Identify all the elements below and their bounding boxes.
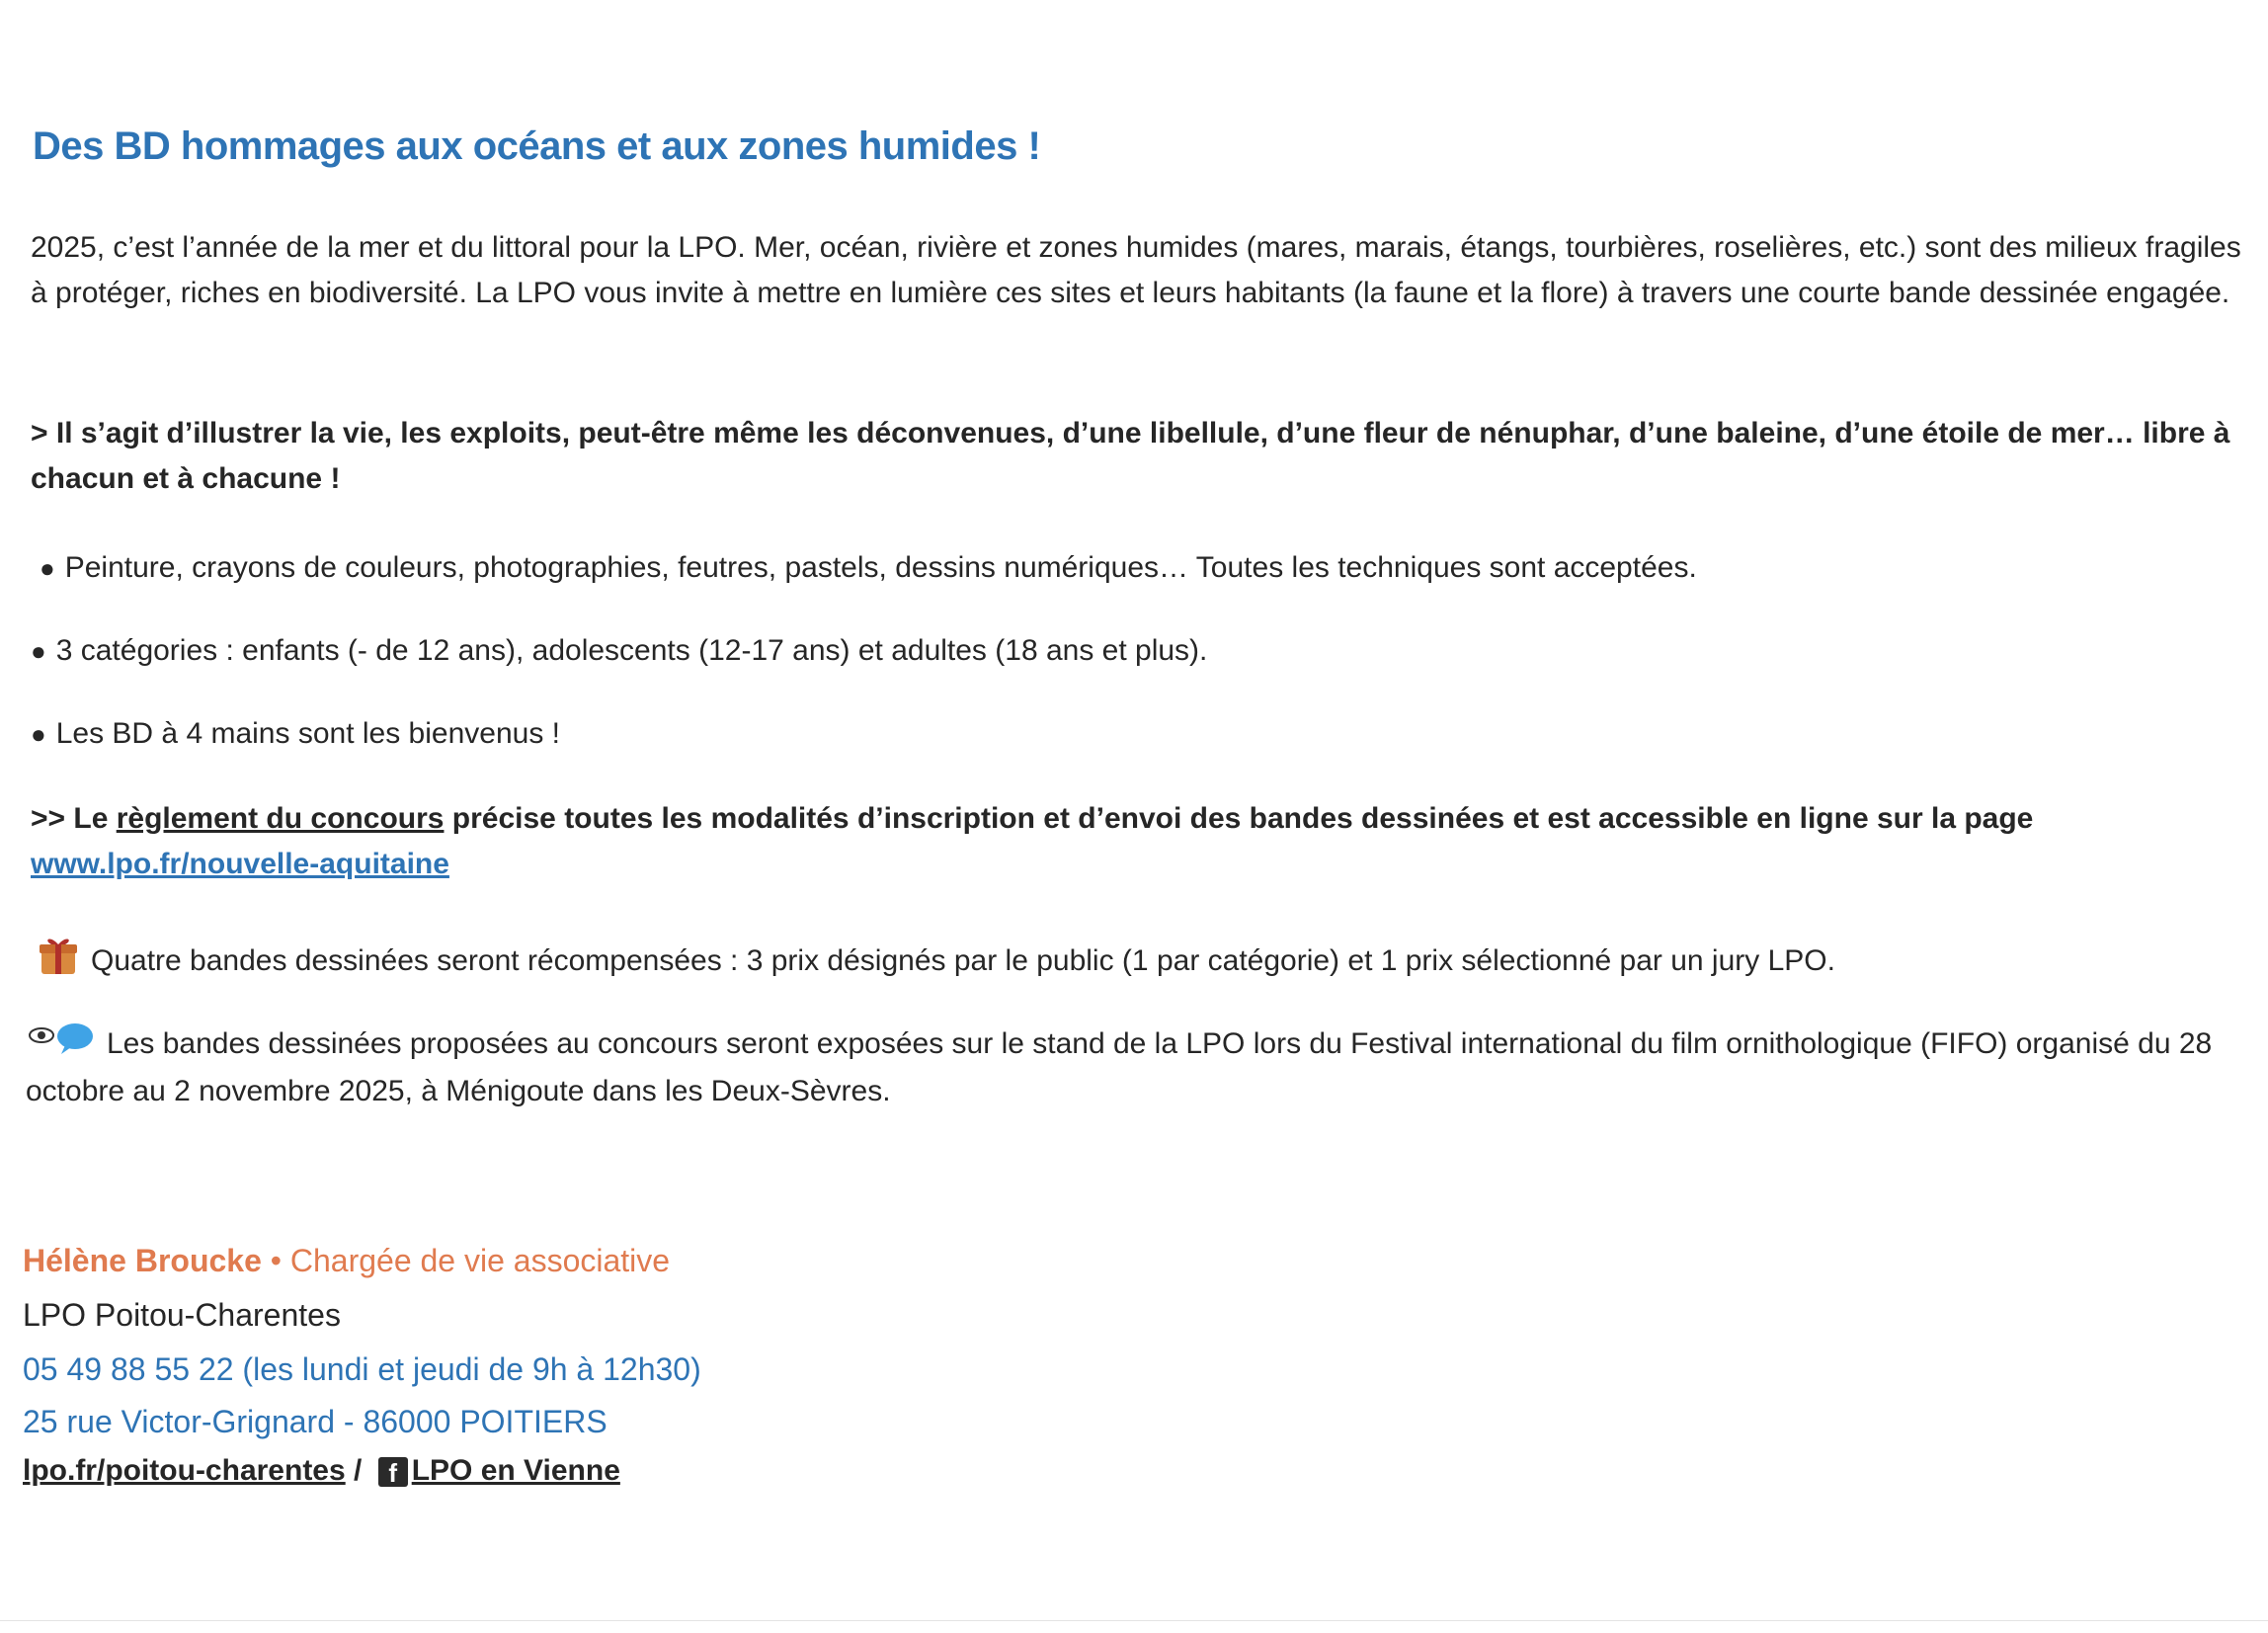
eye-speech-bubble-icon xyxy=(26,1021,97,1069)
bullet-categories xyxy=(31,628,1207,674)
page-title: Des BD hommages aux océans et aux zones humides ! xyxy=(33,124,1041,168)
facebook-link[interactable]: LPO en Vienne xyxy=(411,1454,620,1487)
facebook-icon: f xyxy=(378,1457,408,1487)
rules-text: précise toutes les modalités d’inscription et d’envoi des bandes dessinées et est accessible en ligne sur la page xyxy=(444,802,2034,835)
bold-paragraph: > Il s’agit d’illustrer la vie, les exploits, peut-être même les déconvenues, d’une libellule, d’une fleur de nénuphar, d’une baleine, d’une étoile de mer… libre à chacun et à chacune ! xyxy=(31,417,2230,495)
signature-name: Hélène Broucke xyxy=(23,1243,262,1278)
gift-icon xyxy=(36,933,81,992)
website-link[interactable]: www.lpo.fr/nouvelle-aquitaine xyxy=(31,848,449,880)
exhibition-paragraph xyxy=(26,1021,2238,1114)
bullet-icon: ● xyxy=(40,553,55,583)
bullet-text: Les BD à 4 mains sont les bienvenus ! xyxy=(55,717,560,750)
signature-website-link[interactable]: lpo.fr/poitou-charentes xyxy=(23,1454,346,1487)
signature-phone: 05 49 88 55 22 (les lundi et jeudi de 9h à 12h30) xyxy=(23,1351,701,1387)
prizes-text: Quatre bandes dessinées seront récompensées : 3 prix désignés par le public (1 par catégorie) et 1 prix sélectionné par un jury LPO. xyxy=(91,943,1835,977)
signature-role: Chargée de vie associative xyxy=(289,1243,671,1278)
bullet-text: 3 catégories : enfants (- de 12 ans), adolescents (12-17 ans) et adultes (18 ans et plus). xyxy=(55,634,1208,667)
signature-slash: / xyxy=(345,1454,370,1487)
intro-paragraph: 2025, c’est l’année de la mer et du littoral pour la LPO. Mer, océan, rivière et zones humides (mares, marais, étangs, tourbières, roselières, etc.) sont des milieux fragiles à protéger, riches en biodiversité. La LPO vous invite à mettre en lumière ces sites et leurs habitants (la faune et la flore) à travers une courte bande dessinée engagée. xyxy=(31,231,2241,309)
bullet-four-hands xyxy=(31,711,560,757)
bullet-icon: ● xyxy=(31,719,46,749)
prizes-paragraph xyxy=(36,933,2248,992)
signature-org: LPO Poitou-Charentes xyxy=(23,1297,341,1333)
signature-name-line xyxy=(23,1235,670,1286)
rules-link[interactable]: règlement du concours xyxy=(116,802,445,835)
bottom-divider xyxy=(0,1620,2268,1621)
signature-address: 25 rue Victor-Grignard - 86000 POITIERS xyxy=(23,1404,608,1439)
bullet-techniques xyxy=(40,545,1697,591)
signature-separator: • xyxy=(261,1243,290,1278)
signature-links xyxy=(23,1445,620,1497)
bullet-text: Peinture, crayons de couleurs, photographies, feutres, pastels, dessins numériques… Toutes les techniques sont acceptées. xyxy=(64,551,1697,584)
bullet-icon: ● xyxy=(31,636,46,666)
rules-paragraph xyxy=(31,796,2243,887)
rules-prefix: >> Le xyxy=(31,802,117,835)
exhibition-text: Les bandes dessinées proposées au concours seront exposées sur le stand de la LPO lors du Festival international du film ornithologique (FIFO) organisé du 28 octobre au 2 novembre 2025, à Ménigoute dans les Deux-Sèvres. xyxy=(26,1027,2213,1108)
